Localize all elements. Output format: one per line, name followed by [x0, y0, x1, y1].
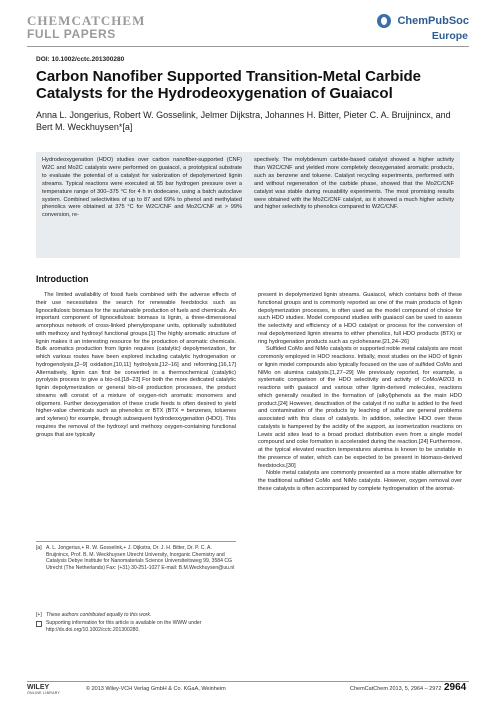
- wiley-logo-subtext: ONLINE LIBRARY: [27, 691, 61, 695]
- supporting-info-text[interactable]: Supporting information for this article is available on the WWW under http://dx.doi.org/10.1002/cctc.201300280.: [46, 620, 202, 633]
- footnote-label: [a]: [36, 545, 42, 551]
- article-type: FULL PAPERS: [27, 27, 116, 41]
- equal-contribution-text: These authors contributed equally to this work.: [46, 612, 152, 618]
- footnote-label: [+]: [36, 612, 42, 618]
- journal-name: CHEMCATCHEM: [27, 13, 146, 28]
- affiliation-footnote: [36, 545, 236, 571]
- supporting-info-footnote: [36, 620, 236, 633]
- body-left-column: [36, 292, 236, 439]
- wiley-logo-text: WILEY: [27, 684, 50, 691]
- paragraph: The limited availability of fossil fuels combined with the adverse effects of their use necessitates the search for renewable feedstocks such as lignocellulosic biomass for the sustainable production of fuels and chemicals. An important component of lignocellulosic biomass is lignin, a three-dimensional amorphous network of cross-linked phenylpropane units, optionally substituted with methoxy and hydroxyl functional groups.[1] The highly aromatic structure of lignin makes it an interesting resource for the production of aromatic chemicals. Bulk aromatics production from lignin requires (catalytic) depolymerization, for which various routes have been explored including catalytic hydrogenation or hydrogenolysis,[2–9] oxidation,[10,11] hydrolysis,[12–16] and reforming.[16,17] Alternatively, lignin can first be converted in a thermochemical (catalytic) pyrolysis process to give a bio-oil.[18–23] For both the more dedicated catalytic lignin depolymerization or general bio-oil production processes, the product streams will consist of a mixture of oxygen-rich aromatic monomers and oligomers. Further deoxygenation of these crude feeds is often desired to yield higher-value chemicals such as phenolics or BTX (BTX = benzenes, toluenes and xylenes) for example, through subsequent hydrodeoxygenation (HDO). This requires the removal of the hydroxyl and methoxy oxygen-containing functional groups that are typically: [36, 292, 236, 438]
- chempubsoc-icon: [377, 14, 391, 28]
- footer-rule: [27, 681, 469, 682]
- abstract-left-column: Hydrodeoxygenation (HDO) studies over carbon nanofiber-supported (CNF) W2C and Mo2C catalysts were performed on guaiacol, a prototypical substrate to evaluate the potential of a catalyst for valorization of depolymerized lignin streams. Typical reactions were executed at 55 bar hydrogen pressure over a temperature range of 300–375 °C for 4 h in dodecane, using a batch autoclave system. Combined selectivities of up to 87 and 69% to phenol and methylated phenolics were obtained at 375 °C for W2C/CNF and Mo2C/CNF at > 99% conversion, re-: [42, 157, 242, 219]
- document-icon: [36, 621, 42, 627]
- article-title: Carbon Nanofiber Supported Transition-Metal Carbide Catalysts for the Hydrodeoxygenation of Guaiacol: [36, 68, 422, 102]
- publisher-name: ChemPubSoc: [397, 14, 469, 27]
- abstract-right-column: spectively. The molybdenum carbide-based catalyst showed a higher activity than W2C/CNF and yielded more completely deoxygenated aromatic products, such as benzene and toluene. Catalyst recycling experiments, performed with and without regeneration of the carbide phase, showed that the Mo2C/CNF catalyst was stable during reusability experiments. The most promising results were obtained with the Mo2C/CNF catalyst, as it showed a much higher activity and higher selectivity to phenolics compared to W2C/CNF.: [254, 157, 454, 211]
- affiliation-text: A. L. Jongerius,+ R. W. Gosselink,+ J. Dijkstra, Dr. J. H. Bitter, Dr. P. C. A. Bruijnincx, Prof. B. M. Weckhuysen Utrecht University, Inorganic Chemistry and Catalysis Debye Institute for Nanomaterials Science Universiteitsweg 99, 3584 CG Utrecht (The Netherlands) Fax: (+31) 30-251-1027 E-mail: B.M.Weckhuysen@uu.nl: [46, 545, 235, 571]
- author-list: Anna L. Jongerius, Robert W. Gosselink, Jelmer Dijkstra, Johannes H. Bitter, Pieter C. A. Bruijnincx, and Bert M. Weckhuysen*[a]: [36, 110, 451, 132]
- abstract-box: [36, 152, 460, 258]
- section-heading: Introduction: [36, 274, 89, 284]
- doi[interactable]: DOI: 10.1002/cctc.201300280: [36, 56, 125, 63]
- publisher-region: Europe: [431, 30, 468, 42]
- citation: ChemCatChem 2013, 5, 2964 – 2972: [350, 686, 442, 692]
- paragraph: Noble metal catalysts are commonly presented as a more stable alternative for the traditional sulfided CoMo and NiMo catalysts. However, oxygen removal over these catalysts is often accompanied by complete hydrogenation of the aromat-: [258, 470, 462, 492]
- paragraph: Sulfided CoMo and NiMo catalysts or supported noble metal catalysts are most commonly employed in HDO reactions. Initially, most studies on the HDO of lignin or lignin model compounds also typically focused on the use of sulfided CoMo and NiMo on alumina catalysts.[1,27–29] We previously reported, for example, a systematic comparison of the HDO selectivity and activity of CoMo/Al2O3 in reactions with guaiacol and various other lignin-derived molecules, reactions which generally resulted in the formation of (alkyl)phenols as the main HDO product.[24] However, deactivation of the catalyst if no sulfur is added to the feed and contamination of the products by leaching of sulfur are general problems associated with this class of catalysts. In addition, selective HDO over these catalysts is hampered by the acidity of the support, as isomerization reactions on Lewis acid sites lead to a broad product distribution even from a single model compound and coke formation is accelerated during the reaction.[24] Furthermore, at the typical elevated reaction temperatures alumina is known to be unstable in the presence of water, which can be expected to be present in biomass-derived feedstocks.[30]: [258, 346, 462, 469]
- page-number: 2964: [444, 682, 467, 693]
- body-right-column: [258, 292, 462, 494]
- publisher-logo: [377, 12, 469, 42]
- copyright: © 2013 Wiley-VCH Verlag GmbH & Co. KGaA, Weinheim: [86, 686, 226, 692]
- wiley-logo: [27, 684, 60, 695]
- equal-contribution-footnote: [36, 612, 236, 619]
- paragraph: present in depolymerized lignin streams. Guaiacol, which contains both of these functional groups and is commonly reported as one of the main products of lignin depolymerization processes, is often used as the model compound of choice for such HDO studies. Model compound studies with guaiacol can be used to assess the selectivity and efficiency of a HDO catalyst or process for the conversion of real depolymerized lignin streams to either phenolics, full HDO products (BTX) or ring hydrogenation products such as cyclohexane.[21,24–26]: [258, 292, 462, 345]
- header-rule: [27, 46, 469, 47]
- footnote-rule: [36, 541, 236, 542]
- journal-logo: [27, 14, 147, 41]
